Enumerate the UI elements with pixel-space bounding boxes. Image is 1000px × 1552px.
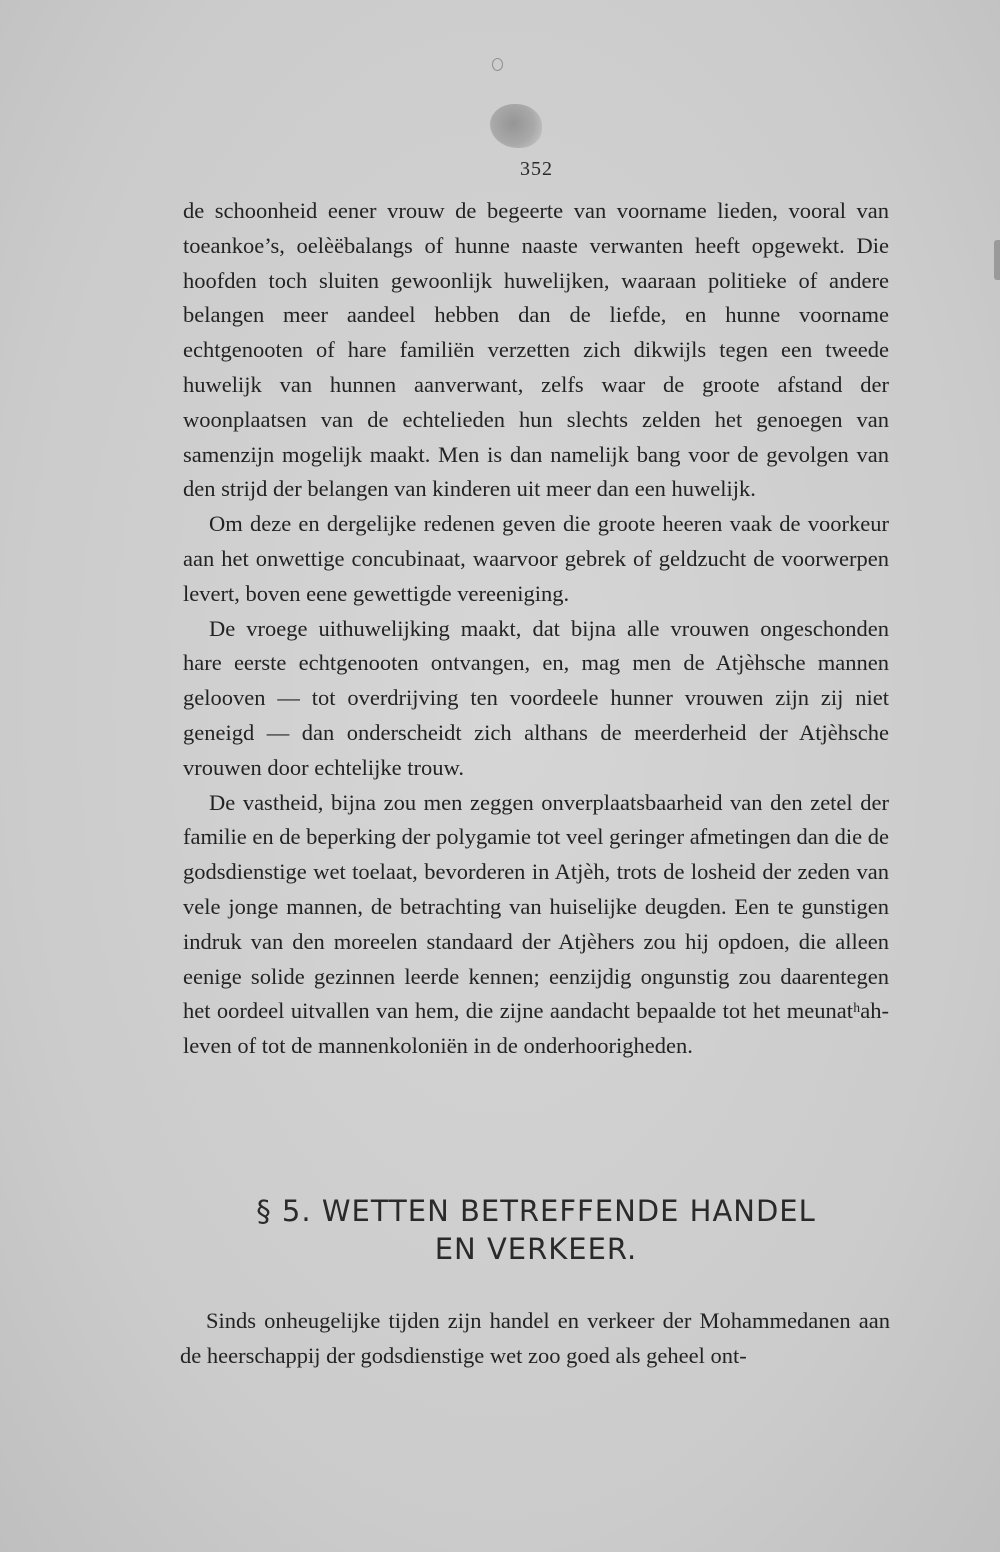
paragraph: De vastheid, bijna zou men zeggen onverplaatsbaarheid van den zetel der familie en de beperking der polygamie tot veel geringer afmetingen dan die de godsdienstige wet toelaat, bevorderen in Atjèh, trots de losheid der zeden van vele jonge mannen, de betrachting van huiselijke deugden. Een te gunstigen indruk van den moreelen standaard der Atjèhers zou hij opdoen, die alleen eenige solide gezinnen leerde kennen; eenzijdig ongunstig zou daarentegen het oordeel uitvallen van hem, die zijne aandacht bepaalde tot het meunatʰah-leven of tot de mannenkoloniën in de onderhoorigheden. — [183, 789, 889, 1059]
ink-stain — [490, 104, 542, 148]
paragraph-continued: de schoonheid eener vrouw de begeerte van voorname lieden, vooral van toeankoe’s, oelèëbalangs of hunne naaste verwanten heeft opgewekt. Die hoofden toch sluiten gewoonlijk huwelijken, waaraan politieke of andere belangen meer aandeel hebben dan de liefde, en hunne voorname echtgenooten of hare familiën verzetten zich dikwijls tegen een tweede huwelijk van hunnen aanverwant, zelfs waar de groote afstand der woonplaatsen van de echtelieden hun slechts zelden het genoegen van samenzijn mogelijk maakt. Men is dan namelijk bang voor de gevolgen van den strijd der belangen van kinderen uit meer dan een huwelijk. — [183, 198, 889, 502]
page-number: 352 — [520, 158, 553, 180]
paragraph: Sinds onheugelijke tijden zijn handel en verkeer der Mohammedanen aan de heerschappij der godsdienstige wet zoo goed als geheel ont- — [180, 1308, 890, 1368]
ink-spot — [492, 58, 503, 71]
paragraph: Om deze en dergelijke redenen geven die groote heeren vaak de voorkeur aan het onwettige concubinaat, waarvoor gebrek of geldzucht de voorwerpen levert, boven eene gewettigde vereeniging. — [183, 511, 889, 606]
section-body-text — [180, 1303, 890, 1373]
body-text — [183, 194, 889, 1064]
page-edge-tab — [994, 240, 1000, 280]
section-heading-line: § 5. WETTEN BETREFFENDE HANDEL — [256, 1194, 816, 1228]
section-heading — [183, 1192, 889, 1268]
section-heading-line: EN VERKEER. — [434, 1232, 638, 1266]
paragraph: De vroege uithuwelijking maakt, dat bijna alle vrouwen ongeschonden hare eerste echtgenooten ontvangen, en, mag men de Atjèhsche mannen gelooven — tot overdrijving ten voordeele hunner vrouwen zijn zij niet geneigd — dan onderscheidt zich althans de meerderheid der Atjèhsche vrouwen door echtelijke trouw. — [183, 615, 889, 780]
